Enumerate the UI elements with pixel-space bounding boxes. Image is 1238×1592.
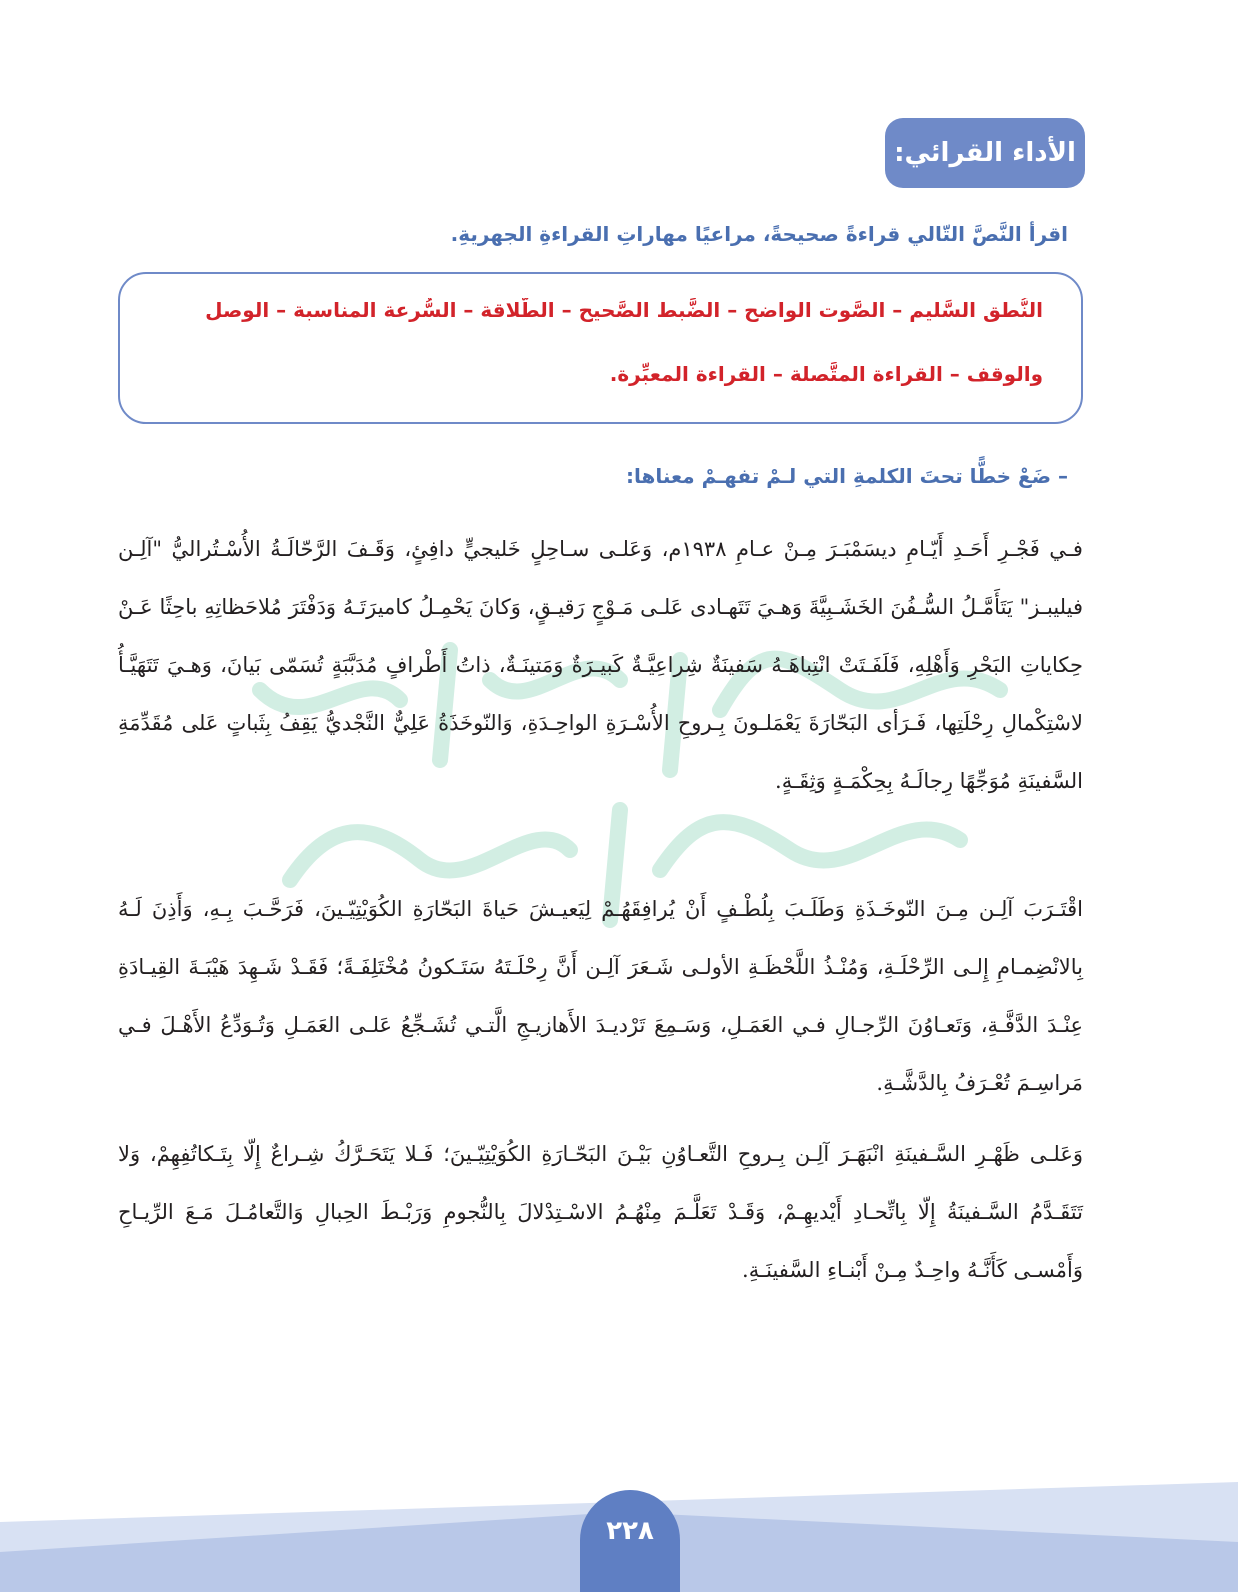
section-title-badge [885,118,1085,188]
passage-paragraph-2: اقْتَـرَبَ آلِـن مِـنَ النّوخَـذَةِ وَطَلَـبَ بِلُطْـفٍ أَنْ يُرافِقَهُـمْ لِيَعيـشَ حَياةَ البَحّارَةِ الكُوَيْتِيّـينَ، فَرَحَّـبَ بِـهِ، وَأَذِنَ لَـهُ بِالانْضِمـامِ إِلـى الرِّحْلَـةِ، وَمُنْـذُ اللَّحْظَـةِ الأولـى شَـعَرَ آلِـن أَنَّ رِحْلَـتَهُ سَتَـكونُ مُخْتَلِفَـةً؛ فَقَـدْ شَـهِدَ هَيْبَـةَ القِيـادَةِ عِنْـدَ الدَّفَّـةِ، وَتَعـاوُنَ الرِّجـالِ فـي العَمَـلِ، وَسَـمِعَ تَرْديـدَ الأَهازيـجِ الَّتـي تُشَـجِّعُ عَلـى العَمَـلِ وَتُـوَدِّعُ الأَهْـلَ فـي مَراسِـمَ تُعْـرَفُ بِالدَّشَّـةِ. [118,897,1083,1095]
passage-paragraph-3: وَعَلـى ظَهْـرِ السَّـفينَةِ انْبَهَـرَ آلِـن بِـروحِ التَّعـاوُنِ بَيْـنَ البَحّـارَةِ الكُوَيْتِيّـينَ؛ فَـلا يَتَحَـرَّكُ شِـراعٌ إِلّا بِتَـكاتُفِهِمْ، وَلا تَتَقَـدَّمُ السَّـفينَةُ إِلّا بِاتِّحـادِ أَيْديهِـمْ، وَقَـدْ تَعَلَّـمَ مِنْهُـمُ الاسْـتِدْلالَ بِالنُّجومِ وَرَبْـطَ الحِبالِ وَالتَّعامُـلَ مَـعَ الرِّيـاحِ وَأَمْسـى كَأَنَّـهُ واحِـدٌ مِـنْ أَبْنـاءِ السَّفينَـةِ. [118,1142,1083,1282]
vocabulary-task: – ضَعْ خطًّا تحتَ الكلمةِ التي لـمْ تفهـمْ معناها: [625,464,1068,488]
passage-paragraph-1: فـي فَجْـرِ أَحَـدِ أَيّـامِ ديسَمْبَـرَ مِـنْ عـامِ ١٩٣٨م، وَعَلـى سـاحِلٍ خَليجيٍّ دافِئٍ، وَقَـفَ الرَّحّالَـةُ الأُسْـتُراليُّ "آلِـن فيليبـز" يَتَأَمَّـلُ السُّـفُنَ الخَشَـبِيَّةَ وَهـيَ تَتَهـادى عَلـى مَـوْجٍ رَقيـقٍ، وَكانَ يَحْمِـلُ كاميرَتَـهُ وَدَفْتَرَ مُلاحَظاتِهِ باحِثًا عَـنْ حِكاياتِ البَحْرِ وَأَهْلِهِ، فَلَفَـتَتْ انْتِباهَـهُ سَفينَةٌ شِراعِيَّـةٌ كَبيـرَةٌ وَمَتينَـةٌ، ذاتُ أَطْرافٍ مُدَبَّبَةٍ تُسَمّى بَيانَ، وَهـيَ تَتَهَيَّـأُ لاسْتِكْمالِ رِحْلَتِها، فَـرَأى البَحّارَةَ يَعْمَلـونَ بِـروحِ الأُسْـرَةِ الواحِـدَةِ، وَالنّوخَذَةُ عَلِيٌّ النَّجْديُّ يَقِفُ بِثَباتٍ عَلى مُقَدِّمَةِ السَّفينَةِ مُوَجِّهًا رِجالَـهُ بِحِكْمَـةٍ وَثِقَـةٍ. [118,537,1083,793]
skills-line-2: والوقف – القراءة المتَّصلة – القراءة المعبِّرة. [609,362,1043,386]
watermark-stroke [290,832,570,880]
section-title: الأداء القرائي: [894,138,1076,168]
page-number-tab [580,1490,680,1592]
page-number: ٢٢٨ [606,1516,654,1546]
reading-skills-box [118,272,1083,424]
watermark-stroke [660,822,960,870]
reading-instruction: اقرأ النَّصَّ التّالي قراءةً صحيحةً، مراعيًا مهاراتِ القراءةِ الجهريةِ. [450,222,1068,246]
skills-line-1: النُّطق السَّليم – الصَّوت الواضح – الضَّبط الصَّحيح – الطَّلاقة – السُّرعة المناسبة – الوصل [205,298,1043,322]
